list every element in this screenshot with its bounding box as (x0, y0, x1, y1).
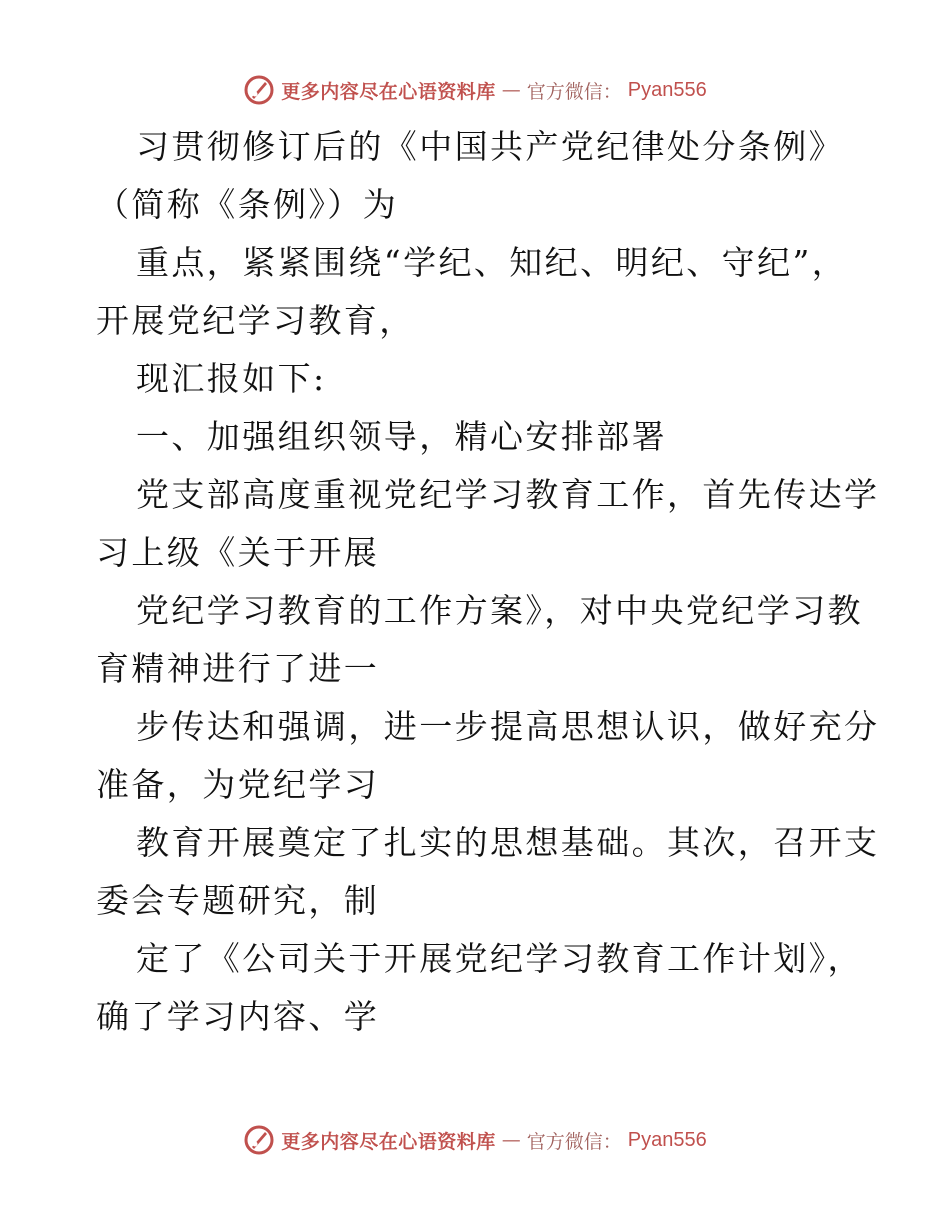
quill-logo-icon (243, 74, 275, 106)
text-line: 步传达和强调，进一步提高思想认识，做好充分 (136, 707, 880, 746)
text-line: 党纪学习教育的工作方案》，对中央党纪学习教 (136, 591, 863, 630)
watermark-official-text: 官方微信： (526, 80, 622, 103)
document-body (96, 118, 880, 1046)
text-line: 委会专题研究，制 (96, 881, 380, 920)
text-line: 习上级《关于开展 (96, 533, 380, 572)
text-line: 党支部高度重视党纪学习教育工作，首先传达学 (136, 475, 880, 514)
footer-watermark (0, 1120, 950, 1160)
header-watermark (0, 70, 950, 110)
text-line: （简称《条例》）为 (96, 185, 399, 224)
watermark-wechat-id: Pyan556 (627, 78, 707, 101)
watermark-separator: — (501, 1129, 521, 1151)
text-line: 定了《公司关于开展党纪学习教育工作计划》， (136, 939, 863, 978)
watermark-main-text: 更多内容尽在心语资料库 (281, 1130, 496, 1153)
text-line: 教育开展奠定了扎实的思想基础。其次，召开支 (136, 823, 880, 862)
section-heading: 一、加强组织领导，精心安排部署 (136, 417, 667, 456)
text-line: 现汇报如下: (136, 359, 327, 398)
watermark-official-text: 官方微信： (526, 1130, 622, 1153)
text-line: 习贯彻修订后的《中国共产党纪律处分条例》 (136, 127, 844, 166)
watermark-separator: — (501, 79, 521, 101)
watermark-main-text: 更多内容尽在心语资料库 (281, 80, 496, 103)
watermark-wechat-id: Pyan556 (627, 1128, 707, 1151)
text-line: 确了学习内容、学 (96, 997, 380, 1036)
text-line: 育精神进行了进一 (96, 649, 380, 688)
text-line: 重点，紧紧围绕“学纪、知纪、明纪、守纪”， (136, 243, 848, 282)
text-line: 开展党纪学习教育， (96, 301, 415, 340)
quill-logo-icon (243, 1124, 275, 1156)
text-line: 准备，为党纪学习 (96, 765, 380, 804)
